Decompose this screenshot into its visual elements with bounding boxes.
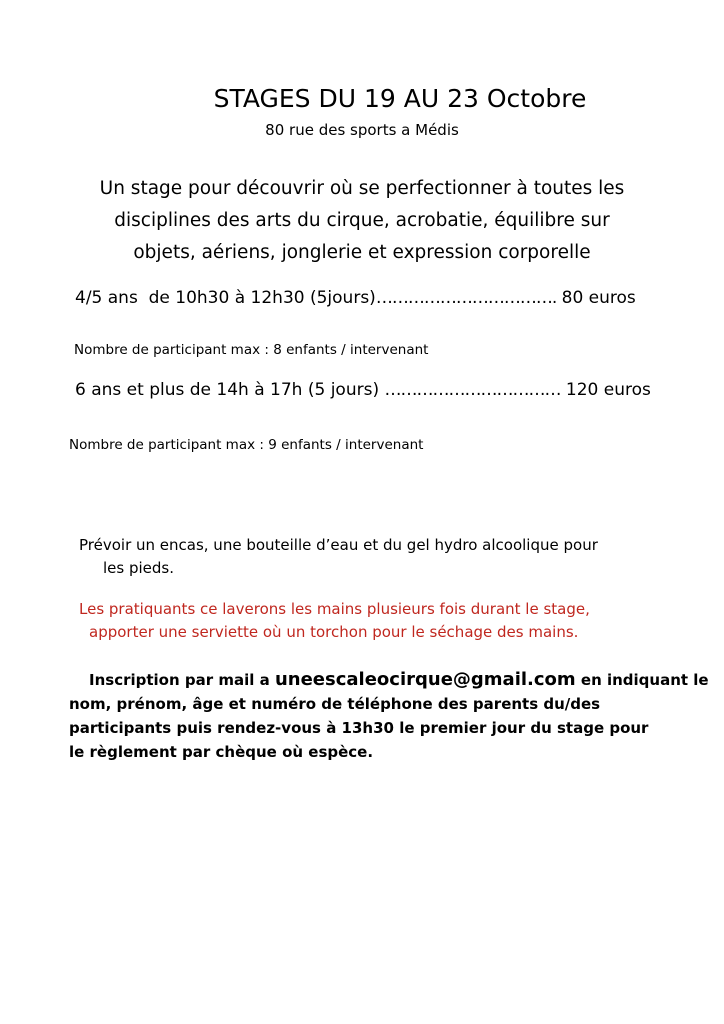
hygiene-line-2: apporter une serviette où un torchon pour le séchage des mains.	[89, 623, 579, 641]
intro-line-2: disciplines des arts du cirque, acrobatie, équilibre sur	[114, 210, 610, 231]
inscription-suffix: en indiquant le	[580, 671, 709, 689]
offer-line-1	[75, 288, 636, 308]
hygiene-paragraph	[79, 598, 590, 644]
intro-paragraph	[30, 173, 694, 269]
inscription-prefix: Inscription par mail a	[89, 671, 270, 689]
inscription-line-3: participants puis rendez-vous à 13h30 le premier jour du stage pour	[69, 719, 649, 737]
preparation-paragraph	[79, 534, 598, 580]
offer-label: 6 ans et plus de 14h à 17h (5 jours)	[75, 380, 380, 400]
email-link[interactable]: uneescaleocirque@gmail.com	[274, 669, 576, 690]
offer-dots: …………………………….	[375, 288, 557, 308]
offer-price: 80 euros	[561, 288, 636, 308]
inscription-line-2: nom, prénom, âge et numéro de téléphone des parents du/des	[69, 695, 601, 713]
offer-label: 4/5 ans de 10h30 à 12h30 (5jours)	[75, 288, 376, 308]
offer-line-2	[75, 380, 651, 400]
inscription-paragraph	[69, 668, 709, 764]
offer-note-1: Nombre de participant max : 8 enfants / intervenant	[74, 342, 429, 358]
inscription-line-4: le règlement par chèque où espèce.	[69, 743, 374, 761]
intro-line-1: Un stage pour découvrir où se perfectionner à toutes les	[99, 178, 625, 199]
intro-line-3: objets, aériens, jonglerie et expression corporelle	[133, 242, 591, 263]
offer-note-2: Nombre de participant max : 9 enfants / intervenant	[69, 437, 424, 453]
preparation-line-2: les pieds.	[103, 559, 175, 577]
page-title: STAGES DU 19 AU 23 Octobre	[213, 84, 587, 113]
hygiene-line-1: Les pratiquants ce laverons les mains plusieurs fois durant le stage,	[79, 600, 590, 618]
preparation-line-1: Prévoir un encas, une bouteille d’eau et du gel hydro alcoolique pour	[79, 536, 598, 554]
offer-dots: ……………………………	[384, 380, 561, 400]
inscription-line-1	[69, 668, 709, 692]
offer-price: 120 euros	[565, 380, 651, 400]
address: 80 rue des sports a Médis	[265, 121, 459, 139]
